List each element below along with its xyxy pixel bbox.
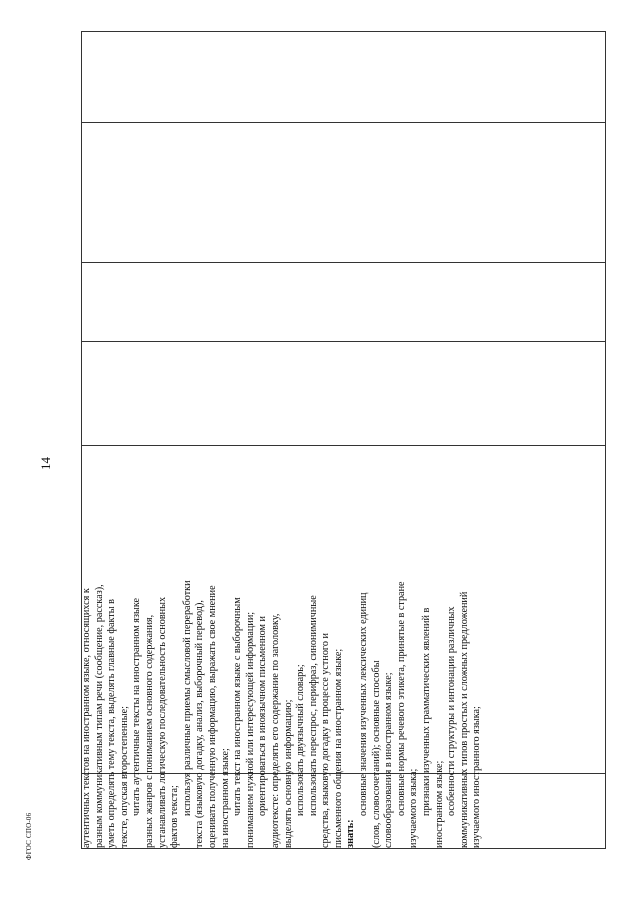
text-line: уметь определять тему текста, выделять главные факты в	[106, 599, 118, 848]
text-line: текста (языковую догадку, анализ, выборочный перевод),	[194, 600, 206, 848]
text-line: читать текст на иностранном языке с выборочным	[232, 597, 244, 816]
text-line: письменного общения на иностранном языке;	[332, 648, 344, 848]
text-line: особенности структуры и интонации различных	[446, 606, 458, 816]
text-line: основные нормы речевого этикета, принятые в стране	[395, 581, 407, 816]
text-line: использовать переспрос, перифраз, синонимичные	[307, 595, 319, 816]
text-line: изучаемого иностранного языка;	[471, 706, 483, 848]
table-row-divider	[81, 262, 606, 263]
text-line: (слов, словосочетаний); основные способы	[370, 660, 382, 848]
text-line: используя различные приемы смысловой переработки	[181, 580, 193, 816]
text-line: выделять основную информацию;	[282, 699, 294, 848]
text-line: аудиотексте: определять его содержание по заголовку,	[269, 613, 281, 848]
text-line: разным коммуникативным типам речи (сообщение, рассказ),	[93, 584, 105, 848]
text-line: читать аутентичные тексты на иностранном языке	[131, 597, 143, 816]
page-number: 14	[38, 457, 53, 470]
text-line: основные значения изученных лексических единиц	[358, 592, 370, 816]
table-border-top	[81, 31, 606, 32]
text-line: фактов текста;	[169, 785, 181, 848]
text-line: иностранном языке;	[433, 760, 445, 848]
table-border-bottom	[81, 848, 606, 849]
text-line: на иностранном языке;	[219, 748, 231, 848]
text-line: тексте, опуская второстепенные;	[118, 706, 130, 848]
text-line: ориентироваться в иноязычном письменном и	[257, 616, 269, 816]
table-border-right	[605, 31, 606, 849]
footer-code: ФГОС СПО-06	[25, 812, 33, 860]
text-line: признаки изученных грамматических явлений в	[421, 607, 433, 816]
table-row-divider	[81, 341, 606, 342]
text-line: разных жанров с пониманием основного содержания,	[143, 614, 155, 848]
text-line: пониманием нужной или интересующей информации;	[244, 611, 256, 848]
text-line: аутентичных текстов на иностранном языке, относящихся к	[81, 588, 92, 848]
cell-text	[81, 430, 484, 848]
text-line: изучаемого языка;	[408, 768, 420, 848]
text-line: средства, языковую догадку в процессе устного и	[320, 633, 332, 848]
text-line: знать:	[345, 819, 357, 848]
text-line: коммуникативных типов простых и сложных предложений	[458, 591, 470, 848]
text-line: оценивать полученную информацию, выражать свое мнение	[206, 585, 218, 848]
text-line: устанавливать логическую последовательность основных	[156, 596, 168, 848]
table-row-divider	[81, 122, 606, 123]
text-line: использовать двуязычный словарь;	[295, 664, 307, 816]
text-line: словообразования в иностранном языке;	[383, 672, 395, 848]
